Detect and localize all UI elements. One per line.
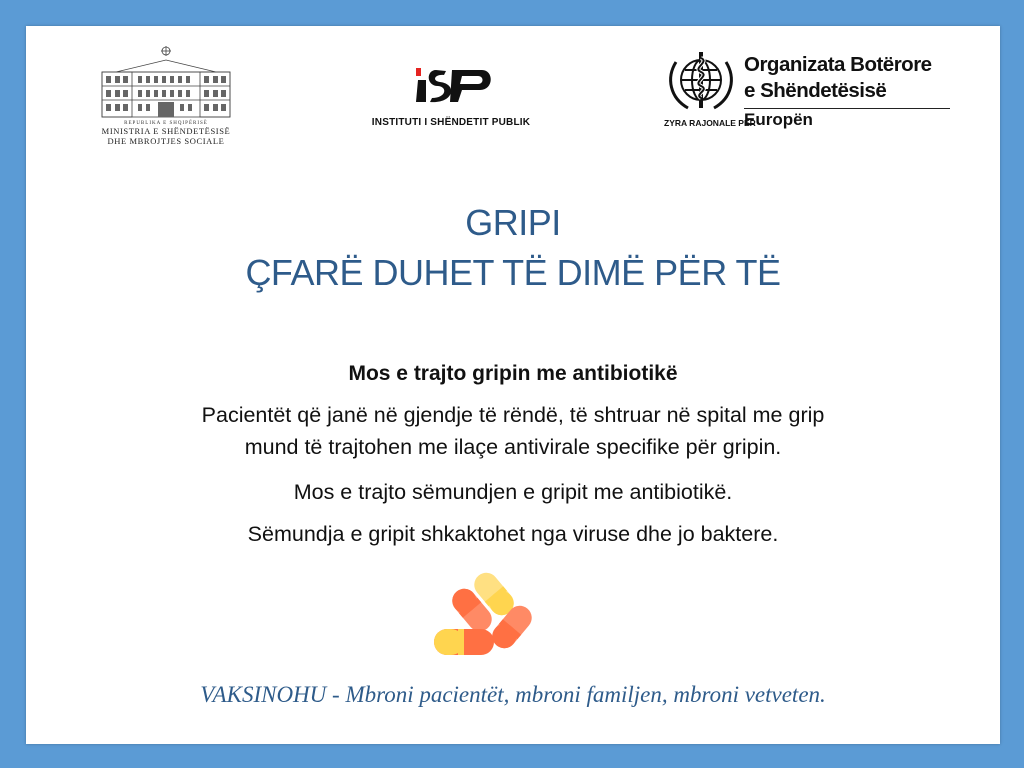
isp-mark-icon [396,56,506,108]
slide [26,26,1000,744]
who-name-line1: Organizata Botërore [744,53,932,76]
isp-logo [356,56,546,136]
ministry-building-icon [96,44,236,119]
body-paragraph-1-line2: mund të trajtohen me ilaçe antivirale specifike për gripin. [244,435,782,459]
who-regional-office: ZYRA RAJONALE PËR [664,118,756,128]
who-logo [664,48,964,148]
capsules-icon [428,572,538,657]
who-region: Europën [744,110,813,129]
title-line2: ÇFARË DUHET TË DIMË PËR TË [245,252,781,293]
body-paragraph-1 [26,399,1000,463]
isp-caption: INSTITUTI I SHËNDETIT PUBLIK [371,117,531,128]
body-paragraph-2: Mos e trajto sëmundjen e gripit me antibiotikë. [293,480,733,504]
body-paragraph-1-line1: Pacientët që janë në gjendje të rëndë, të shtruar në spital me grip [201,403,825,427]
who-divider [744,108,950,109]
body-paragraph-3: Sëmundja e gripit shkaktohet nga viruse dhe jo baktere. [247,522,779,546]
title-line1: GRIPI [465,202,561,243]
ministry-republic-text: REPUBLIKA E SHQIPËRISË [124,121,208,126]
slogan: VAKSINOHU - Mbroni pacientët, mbroni familjen, mbroni vetveten. [200,682,826,707]
ministry-logo [86,44,246,152]
ministry-name-line2: DHE MBROJTJES SOCIALE [107,136,225,146]
who-name-line2: e Shëndetësisë [744,79,887,102]
body-heading: Mos e trajto gripin me antibiotikë [348,362,678,385]
who-emblem-icon [664,48,738,114]
ministry-name-line1: MINISTRIA E SHËNDETËSISË [101,126,231,136]
